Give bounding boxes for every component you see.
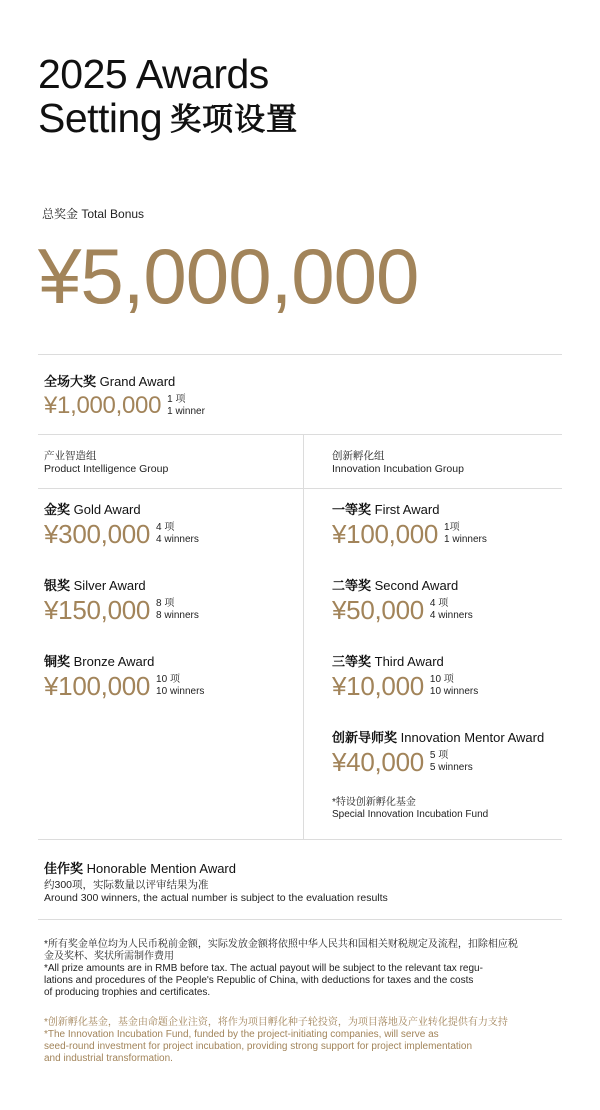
second-award-count-en: 4 winners [429, 610, 473, 621]
bronze-award-count-en: 10 winners [156, 686, 205, 697]
honorable-mention-name-cn: 佳作奖 [44, 861, 84, 876]
bronze-award-name-en: Bronze Award [73, 654, 155, 669]
first-award-amount-row [332, 519, 487, 549]
mentor-award-name-cn: 创新导师奖 [332, 730, 398, 745]
group-left-en: Product Intelligence Group [44, 463, 169, 475]
title-line-2-cn: 奖项设置 [170, 102, 299, 137]
group-label-left [44, 450, 168, 476]
group-right-cn: 创新孵化组 [332, 450, 385, 462]
total-bonus-amount: ¥5,000,000 [38, 232, 419, 320]
divider [38, 434, 562, 435]
silver-award-count [156, 598, 199, 622]
grand-award-name-cn: 全场大奖 [44, 374, 97, 389]
silver-award-name-en: Silver Award [73, 578, 146, 593]
grand-award-count [167, 394, 205, 418]
honorable-mention-desc-cn: 约300项，实际数量以评审结果为准 [44, 879, 209, 891]
fund-footnote-en-2: seed-round investment for project incubation, providing strong support for project implementation [44, 1041, 473, 1052]
divider [38, 354, 562, 355]
bronze-award-amount: ¥100,000 [44, 671, 151, 701]
first-award-count-en: 1 winners [444, 534, 487, 545]
first-award-name-cn: 一等奖 [332, 502, 372, 517]
tax-footnote [44, 939, 564, 999]
mentor-award-count-en: 5 winners [429, 762, 473, 773]
mentor-award-name [332, 727, 544, 746]
incubation-fund-note-cn: *特设创新孵化基金 [332, 797, 416, 808]
second-award-name [332, 575, 458, 594]
title-line-2 [38, 96, 298, 142]
mentor-award-amount-row [332, 747, 473, 777]
bronze-award-amount-row [44, 671, 204, 701]
third-award-name [332, 651, 444, 670]
incubation-fund-note [332, 797, 488, 821]
tax-footnote-cn-1: *所有奖金单位均为人民币税前金额，实际发放金额将依照中华人民共和国相关财税规定及流程，扣除相应税 [44, 939, 518, 950]
silver-award-name-cn: 银奖 [44, 578, 71, 593]
total-bonus-label: 总奖金 Total Bonus [42, 207, 145, 221]
fund-footnote-en-3: and industrial transformation. [44, 1053, 173, 1064]
first-award-name-en: First Award [374, 502, 440, 517]
first-award-amount: ¥100,000 [332, 519, 439, 549]
mentor-award-name-en: Innovation Mentor Award [400, 730, 545, 745]
grand-award-count-cn: 1 项 [167, 394, 186, 405]
second-award-count [430, 598, 473, 622]
third-award-name-cn: 三等奖 [332, 654, 372, 669]
second-award-name-en: Second Award [374, 578, 459, 593]
fund-footnote-en-1: *The Innovation Incubation Fund, funded by the project-initiating companies, will serve as [44, 1029, 439, 1040]
grand-award-amount-row [44, 391, 205, 421]
group-left-cn: 产业智造组 [44, 450, 97, 462]
bronze-award-count [156, 674, 204, 698]
gold-award-count-en: 4 winners [156, 534, 199, 545]
first-award-count [444, 522, 487, 546]
silver-award-amount-row [44, 595, 199, 625]
group-label-right [332, 450, 464, 476]
silver-award-count-cn: 8 项 [156, 598, 175, 609]
gold-award-amount: ¥300,000 [44, 519, 151, 549]
grand-award-amount: ¥1,000,000 [44, 392, 162, 419]
gold-award-name-cn: 金奖 [44, 502, 71, 517]
grand-award-name [44, 371, 175, 390]
bronze-award-count-cn: 10 项 [156, 674, 180, 685]
mentor-award-amount: ¥40,000 [332, 747, 424, 777]
tax-footnote-en-1: *All prize amounts are in RMB before tax. The actual payout will be subject to the relevant tax regu- [44, 963, 483, 974]
fund-footnote [44, 1017, 564, 1065]
title-line-2-en: Setting [38, 95, 163, 141]
bronze-award-name [44, 651, 154, 670]
gold-award-count-cn: 4 项 [156, 522, 175, 533]
silver-award-amount: ¥150,000 [44, 595, 151, 625]
third-award-count-cn: 10 项 [429, 674, 454, 685]
second-award-name-cn: 二等奖 [332, 578, 372, 593]
third-award-amount-row [332, 671, 478, 701]
honorable-mention-name [44, 858, 236, 877]
second-award-count-cn: 4 项 [429, 598, 449, 609]
mentor-award-count-cn: 5 项 [429, 750, 449, 761]
grand-award-count-en: 1 winner [167, 406, 205, 417]
column-divider [303, 434, 304, 839]
grand-award-name-en: Grand Award [99, 374, 176, 389]
first-award-count-cn: 1项 [444, 522, 460, 533]
gold-award-count [156, 522, 199, 546]
honorable-mention-desc-en: Around 300 winners, the actual number is subject to the evaluation results [44, 892, 388, 904]
page-title [38, 52, 298, 142]
silver-award-name [44, 575, 146, 594]
divider [38, 488, 562, 489]
gold-award-amount-row [44, 519, 199, 549]
tax-footnote-cn-2: 金及奖杯、奖状所需制作费用 [44, 951, 174, 962]
divider [38, 919, 562, 920]
group-right-en: Innovation Incubation Group [332, 463, 464, 475]
incubation-fund-note-en: Special Innovation Incubation Fund [332, 809, 489, 820]
honorable-mention-desc [44, 879, 388, 905]
third-award-count [430, 674, 478, 698]
second-award-amount-row [332, 595, 473, 625]
third-award-count-en: 10 winners [429, 686, 479, 697]
fund-footnote-cn: *创新孵化基金，基金由命题企业注资，将作为项目孵化种子轮投资，为项目落地及产业转化提供有力支持 [44, 1017, 508, 1028]
mentor-award-count [430, 750, 473, 774]
tax-footnote-en-3: of producing trophies and certificates. [44, 987, 211, 998]
honorable-mention-name-en: Honorable Mention Award [86, 861, 236, 876]
second-award-amount: ¥50,000 [332, 595, 424, 625]
first-award-name [332, 499, 439, 518]
divider [38, 839, 562, 840]
third-award-amount: ¥10,000 [332, 671, 424, 701]
gold-award-name [44, 499, 141, 518]
silver-award-count-en: 8 winners [156, 610, 199, 621]
bronze-award-name-cn: 铜奖 [44, 654, 71, 669]
title-line-1: 2025 Awards [38, 51, 269, 97]
third-award-name-en: Third Award [374, 654, 444, 669]
tax-footnote-en-2: lations and procedures of the People's Republic of China, with deductions for taxes and the costs [44, 975, 474, 986]
gold-award-name-en: Gold Award [73, 502, 141, 517]
